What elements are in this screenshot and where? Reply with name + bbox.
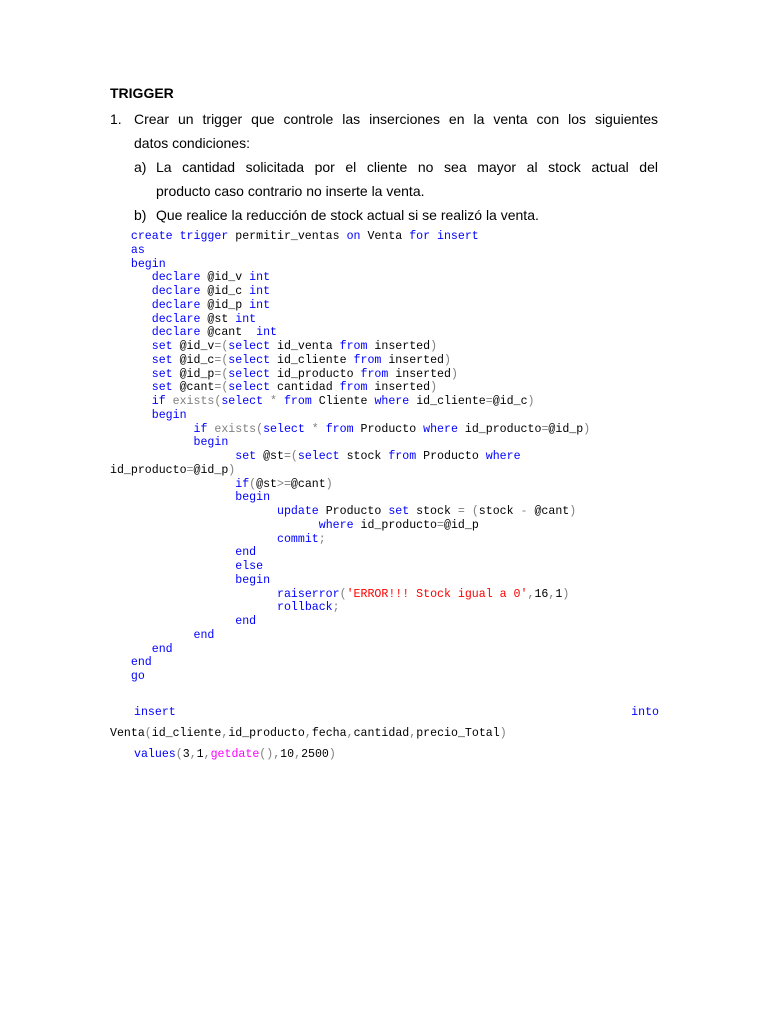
- code-token: [110, 436, 194, 449]
- code-token: [110, 354, 152, 367]
- item-a-line-2: producto caso contrario no inserte la venta.: [156, 183, 425, 199]
- code-token: create trigger: [130, 230, 229, 243]
- code-line: [110, 505, 590, 519]
- code-token: set: [235, 450, 257, 463]
- code-token: from: [325, 422, 354, 436]
- code-token: exists: [165, 395, 215, 408]
- insert-values-token: values: [134, 748, 176, 761]
- insert-columns-token: id_producto: [228, 727, 305, 740]
- code-token: id_producto: [457, 422, 542, 436]
- code-token: if: [235, 477, 250, 491]
- code-token: inserted: [381, 353, 445, 367]
- code-token: id_producto: [353, 518, 438, 532]
- code-token: 16: [534, 587, 549, 601]
- code-token: @cant: [290, 477, 326, 491]
- code-token: inserted: [388, 367, 451, 381]
- code-token: *: [304, 422, 326, 436]
- code-token: (: [471, 505, 479, 518]
- code-token: set: [151, 381, 173, 395]
- code-line: [110, 615, 590, 629]
- insert-values-token: 2500: [301, 748, 329, 761]
- code-line: [110, 588, 590, 602]
- insert-values-token: ,: [294, 748, 302, 761]
- code-token: end: [193, 628, 215, 642]
- insert-values-token: 1: [196, 748, 204, 761]
- insert-statement-line-3: [134, 748, 336, 761]
- code-token: (: [339, 587, 347, 601]
- code-token: [110, 409, 152, 422]
- code-token: [110, 588, 277, 601]
- into-keyword: into: [631, 706, 659, 719]
- code-token: Producto: [416, 450, 486, 463]
- code-token: declare: [151, 271, 201, 285]
- code-token: [110, 450, 235, 463]
- code-token: @cant: [527, 505, 570, 518]
- code-token: [110, 299, 152, 312]
- code-line: [110, 601, 590, 615]
- code-token: [465, 505, 472, 518]
- code-line: [110, 285, 590, 299]
- code-token: go: [130, 670, 145, 683]
- code-line: [110, 381, 590, 395]
- code-line: [110, 395, 590, 409]
- code-token: =: [457, 505, 465, 518]
- code-token: select: [221, 395, 264, 408]
- code-token: Producto: [318, 505, 389, 518]
- code-token: select: [228, 340, 271, 353]
- code-token: ): [527, 395, 535, 408]
- code-token: =(: [214, 367, 229, 381]
- code-line: [110, 230, 590, 244]
- code-token: [110, 533, 277, 546]
- code-line: [110, 464, 590, 478]
- insert-keyword: insert: [134, 706, 176, 719]
- item-a-line-1: La cantidad solicitada por el cliente no sea mayor al stock actual del: [156, 159, 658, 175]
- code-line: [110, 519, 590, 533]
- code-token: id_venta: [270, 340, 340, 353]
- code-token: (: [256, 422, 264, 436]
- item-b-marker: b): [134, 207, 147, 223]
- code-token: end: [130, 656, 152, 670]
- code-token: [110, 340, 152, 353]
- code-token: id_producto: [270, 367, 361, 381]
- insert-columns-token: cantidad: [353, 727, 410, 740]
- code-token: stock: [339, 450, 389, 463]
- code-token: [110, 519, 319, 532]
- insert-columns-token: ,: [409, 727, 417, 740]
- code-token: select: [297, 450, 340, 463]
- code-token: where: [374, 395, 410, 408]
- code-token: =: [437, 518, 444, 532]
- code-line: [110, 546, 590, 560]
- code-token: set: [388, 505, 410, 518]
- code-token: [110, 601, 277, 614]
- insert-values-token: getdate: [210, 748, 260, 761]
- code-token: int: [235, 312, 257, 326]
- code-line: [110, 670, 590, 684]
- code-token: (: [249, 477, 257, 491]
- insert-statement-line-2: [110, 727, 507, 740]
- code-line: [110, 313, 590, 327]
- code-line: [110, 340, 590, 354]
- code-token: 1: [555, 587, 563, 601]
- code-token: ): [562, 587, 570, 601]
- code-token: @id_p: [193, 463, 229, 477]
- code-token: [110, 285, 152, 298]
- code-token: cantidad: [270, 381, 340, 395]
- code-token: from: [339, 381, 368, 395]
- code-token: end: [235, 615, 257, 628]
- code-line: [110, 299, 590, 313]
- code-line: [110, 244, 590, 258]
- code-token: ): [228, 463, 236, 477]
- code-token: stock: [409, 505, 458, 518]
- code-token: begin: [130, 257, 166, 271]
- code-line: [110, 629, 590, 643]
- code-token: [110, 230, 131, 243]
- code-token: [110, 656, 131, 669]
- code-token: [110, 643, 152, 656]
- code-line: [110, 271, 590, 285]
- code-token: =(: [214, 381, 229, 395]
- code-token: [110, 629, 194, 642]
- code-token: [110, 271, 152, 284]
- code-token: select: [228, 367, 271, 381]
- code-token: =(: [283, 450, 298, 463]
- insert-columns-token: fecha: [311, 727, 347, 740]
- code-token: [110, 381, 152, 394]
- code-token: [110, 368, 152, 381]
- code-token: where: [423, 422, 458, 436]
- item-a-marker: a): [134, 159, 147, 175]
- code-token: @id_v: [172, 340, 215, 353]
- code-token: int: [249, 298, 271, 312]
- code-token: from: [353, 353, 382, 367]
- code-token: int: [249, 271, 271, 285]
- code-token: Venta: [360, 230, 410, 243]
- code-token: [110, 560, 235, 573]
- insert-values-token: (),: [259, 748, 281, 761]
- code-token: update: [276, 505, 319, 518]
- code-token: declare: [151, 312, 201, 326]
- code-token: inserted: [367, 340, 431, 353]
- insert-columns-token: (: [144, 727, 152, 740]
- code-token: stock: [478, 505, 521, 518]
- code-token: ,: [527, 587, 535, 601]
- code-token: 'ERROR!!! Stock igual a 0': [346, 587, 528, 601]
- code-token: from: [360, 367, 389, 381]
- insert-values-token: ): [328, 748, 336, 761]
- insert-values-token: ,: [203, 748, 211, 761]
- item-1-number: 1.: [110, 111, 122, 127]
- code-token: [110, 313, 152, 326]
- code-token: @id_c: [172, 353, 215, 367]
- code-token: select: [228, 381, 271, 395]
- insert-columns-token: ): [499, 727, 507, 740]
- code-token: rollback: [276, 601, 333, 615]
- code-token: ): [430, 381, 438, 395]
- code-token: begin: [235, 491, 271, 505]
- insert-columns-token: id_cliente: [151, 727, 222, 740]
- code-token: ;: [318, 532, 326, 546]
- code-token: as: [130, 243, 145, 257]
- code-token: select: [228, 353, 271, 367]
- insert-values-token: 3: [182, 748, 190, 761]
- code-token: if: [151, 395, 166, 408]
- code-token: =: [541, 422, 549, 436]
- code-token: ): [583, 422, 591, 436]
- code-token: int: [249, 285, 271, 298]
- insert-statement-line-1: [134, 706, 659, 719]
- code-token: [110, 478, 235, 491]
- code-token: from: [283, 395, 312, 408]
- code-token: ,: [548, 587, 556, 601]
- code-token: begin: [235, 573, 271, 587]
- code-token: from: [388, 450, 417, 463]
- code-line: [110, 436, 590, 450]
- code-line: [110, 478, 590, 492]
- code-token: ;: [332, 601, 340, 615]
- trigger-code-block: [110, 230, 590, 684]
- code-token: declare: [151, 326, 201, 340]
- code-token: @cant: [200, 326, 257, 340]
- code-line: [110, 423, 590, 437]
- code-token: @id_p: [200, 298, 250, 312]
- code-token: >=: [277, 477, 291, 491]
- code-token: [110, 423, 194, 436]
- code-token: end: [151, 642, 173, 656]
- code-token: @st: [256, 477, 277, 491]
- insert-columns-token: ,: [221, 727, 229, 740]
- code-token: @id_c: [200, 285, 250, 298]
- insert-values-token: 10: [280, 748, 295, 761]
- code-line: [110, 354, 590, 368]
- insert-values-token: ,: [189, 748, 197, 761]
- code-token: @id_p: [548, 422, 584, 436]
- code-token: @cant: [172, 381, 215, 395]
- code-token: else: [235, 560, 264, 573]
- code-token: [110, 326, 152, 339]
- code-token: where: [485, 450, 521, 463]
- code-token: inserted: [367, 381, 431, 395]
- code-token: =(: [214, 340, 229, 353]
- code-token: exists: [207, 422, 257, 436]
- code-token: ): [444, 353, 451, 367]
- item-1-line-1: Crear un trigger que controle las inserciones en la venta con los siguientes: [134, 111, 658, 127]
- code-line: [110, 643, 590, 657]
- code-token: ): [430, 340, 438, 353]
- code-token: [110, 574, 235, 587]
- code-token: declare: [151, 298, 201, 312]
- code-token: int: [256, 326, 277, 340]
- code-token: set: [151, 340, 173, 353]
- code-token: ): [569, 505, 577, 518]
- code-token: *: [263, 395, 284, 408]
- code-token: for insert: [409, 230, 479, 243]
- code-token: set: [151, 353, 173, 367]
- code-token: begin: [151, 408, 187, 422]
- code-token: =(: [214, 353, 229, 367]
- code-token: =: [186, 463, 194, 477]
- code-token: from: [339, 340, 368, 353]
- code-token: @id_p: [172, 367, 215, 381]
- code-token: permitir_ventas: [228, 230, 347, 243]
- code-token: where: [318, 518, 354, 532]
- code-line: [110, 409, 590, 423]
- code-token: =: [485, 395, 493, 408]
- code-token: [110, 258, 131, 271]
- code-line: [110, 368, 590, 382]
- code-token: ): [450, 367, 458, 381]
- code-token: commit: [276, 532, 319, 546]
- code-token: id_cliente: [409, 395, 486, 408]
- code-line: [110, 491, 590, 505]
- code-token: if: [193, 422, 208, 436]
- code-token: select: [263, 422, 305, 436]
- code-token: end: [235, 546, 257, 560]
- insert-columns-token: ,: [304, 727, 312, 740]
- item-b-line-1: Que realice la reducción de stock actual si se realizó la venta.: [156, 207, 539, 223]
- code-line: [110, 258, 590, 272]
- code-token: @id_v: [200, 271, 250, 285]
- insert-values-token: (: [175, 748, 183, 761]
- insert-columns-token: precio_Total: [416, 727, 500, 740]
- code-token: @st: [200, 312, 236, 326]
- code-token: ): [325, 477, 333, 491]
- code-token: [110, 546, 235, 559]
- insert-columns-token: Venta: [110, 727, 145, 740]
- code-token: set: [151, 367, 173, 381]
- code-token: begin: [193, 436, 229, 450]
- code-token: [110, 491, 235, 504]
- code-token: [110, 615, 235, 628]
- code-token: [110, 670, 131, 683]
- item-1-line-2: datos condiciones:: [134, 135, 250, 151]
- insert-columns-token: ,: [346, 727, 354, 740]
- code-line: [110, 574, 590, 588]
- code-token: on: [346, 230, 361, 243]
- code-token: declare: [151, 285, 201, 298]
- code-token: Producto: [353, 422, 424, 436]
- code-line: [110, 533, 590, 547]
- code-token: Cliente: [311, 395, 375, 408]
- code-line: [110, 450, 590, 464]
- code-token: [110, 505, 277, 518]
- code-token: -: [520, 505, 528, 518]
- code-token: @st: [256, 450, 284, 463]
- code-token: [110, 395, 152, 408]
- page-heading: TRIGGER: [110, 85, 174, 101]
- code-token: raiserror: [276, 587, 340, 601]
- code-token: (: [214, 395, 222, 408]
- code-line: [110, 326, 590, 340]
- code-token: id_cliente: [270, 353, 354, 367]
- code-line: [110, 656, 590, 670]
- code-token: id_producto: [110, 463, 187, 477]
- code-token: @id_c: [492, 395, 528, 408]
- code-token: [110, 244, 131, 257]
- code-line: [110, 560, 590, 574]
- code-token: @id_p: [444, 518, 479, 532]
